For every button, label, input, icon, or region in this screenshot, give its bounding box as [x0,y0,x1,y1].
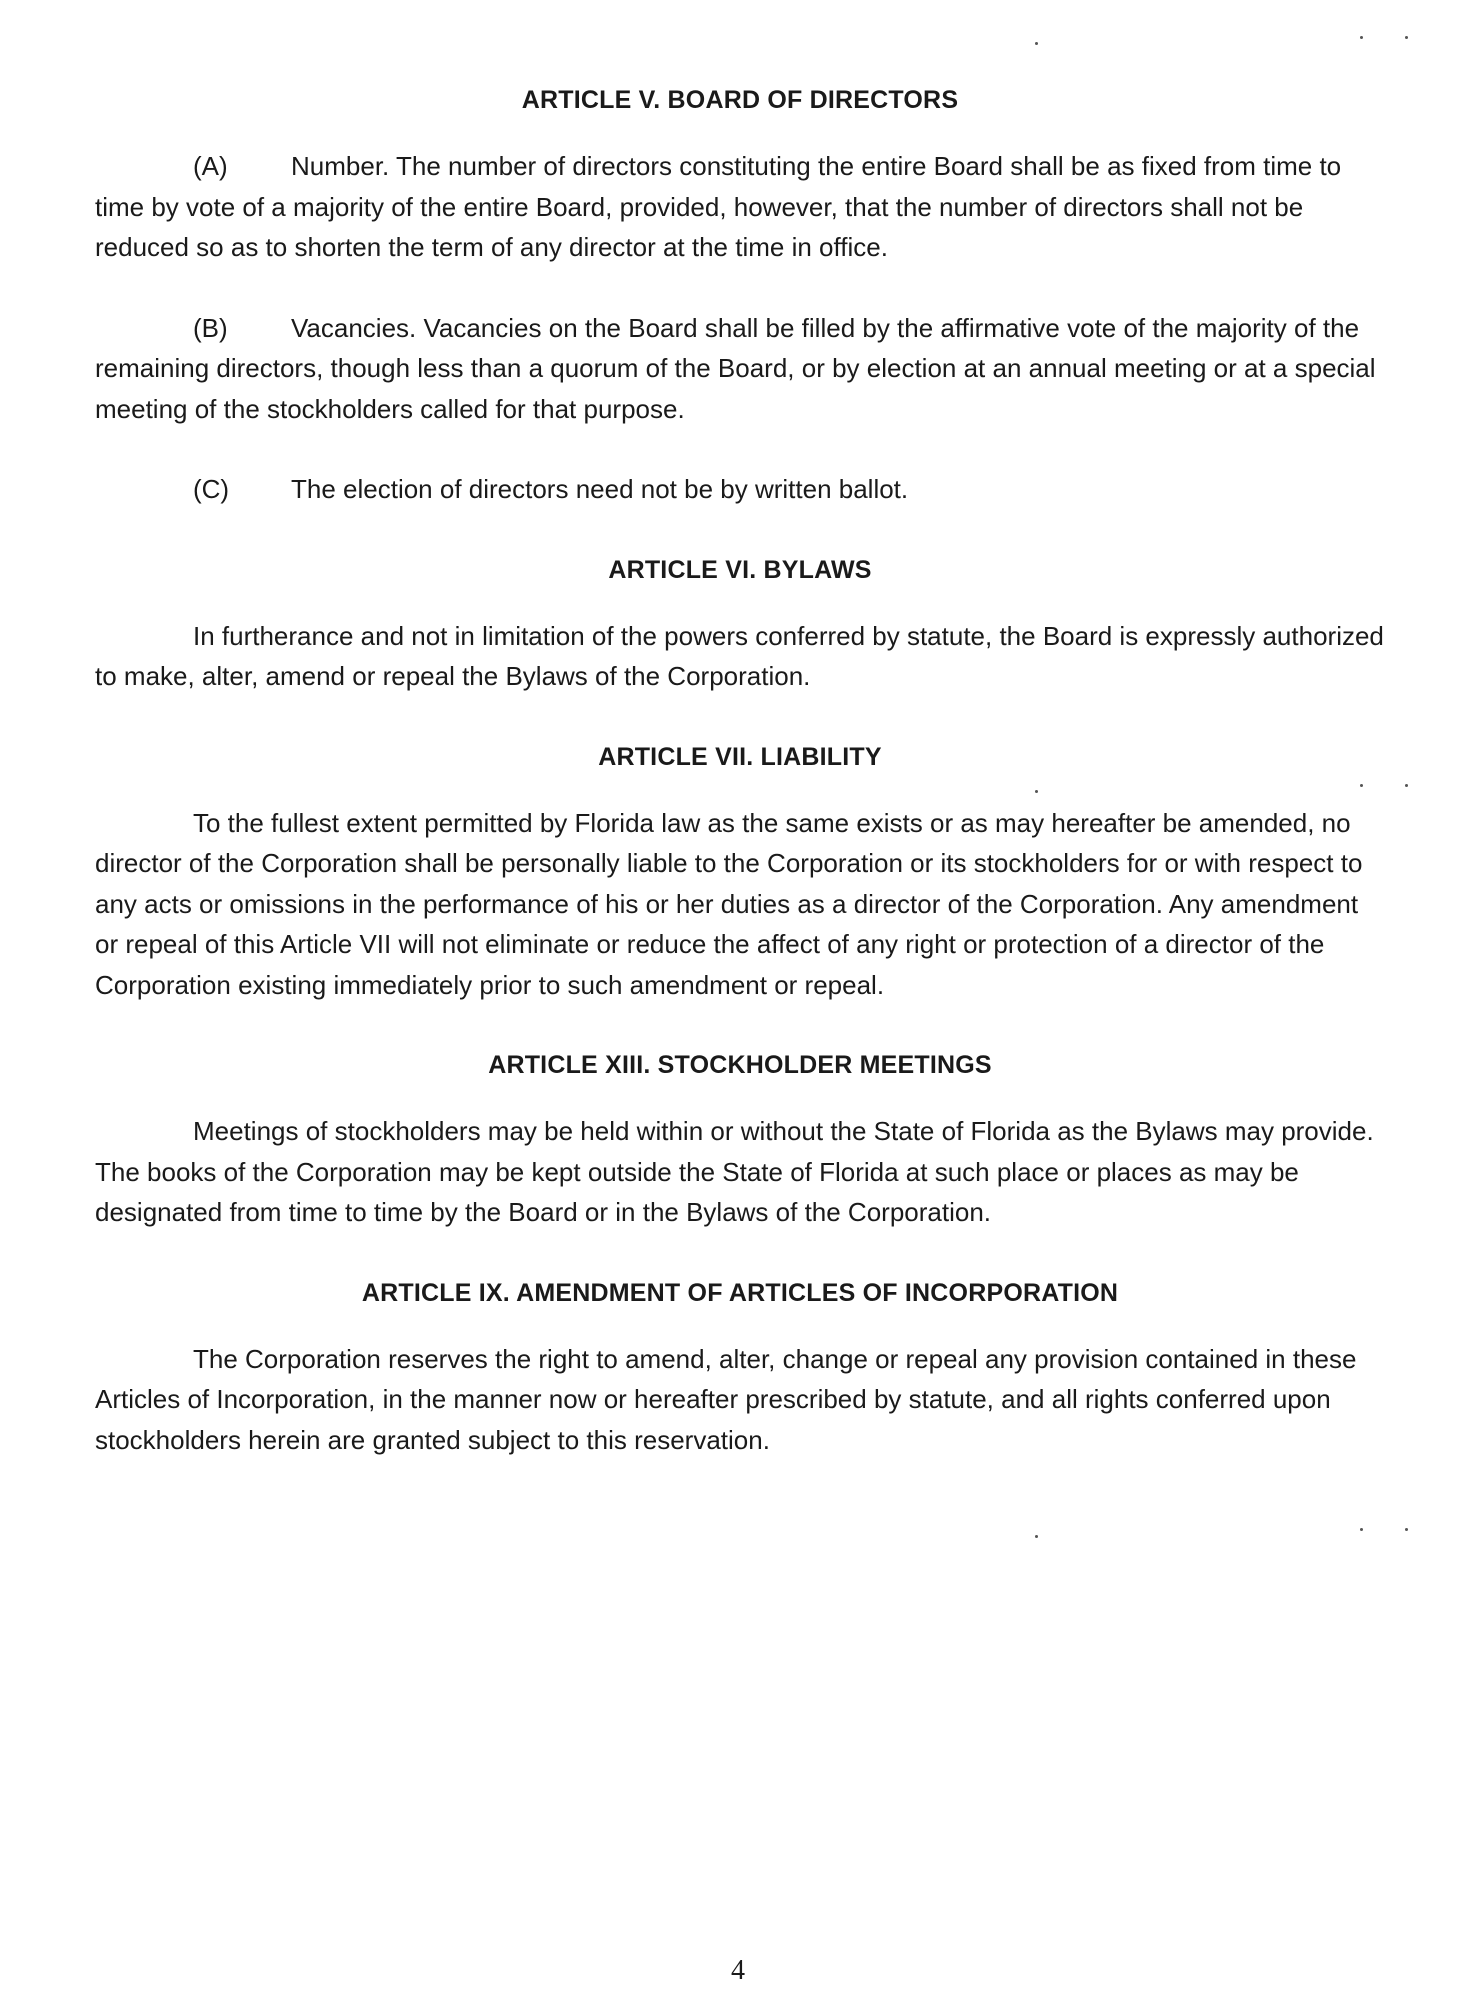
scan-speck [1360,1528,1363,1531]
scan-speck [1405,36,1408,39]
article-v-text-a: Number. The number of directors constituting the entire Board shall be as fixed from time to time by vote of a majority of the entire Board, provided, however, that the number of directors shall not be reduced so as to shorten the term of any director at the time in office. [95,151,1342,262]
scan-speck [1035,790,1038,793]
page-number: 4 [731,1955,745,1986]
article-vi-paragraph [95,616,1385,697]
scan-speck [1405,1528,1408,1531]
article-v-heading: ARTICLE V. BOARD OF DIRECTORS [521,86,959,114]
article-ix-heading: ARTICLE IX. AMENDMENT OF ARTICLES OF INCORPORATION [361,1278,1119,1307]
article-vii-text: To the fullest extent permitted by Florida law as the same exists or as may hereafter be amended, no director of the Corporation shall be personally liable to the Corporation or its stockholders for or with respect to any acts or omissions in the performance of his or her duties as a director of the Corporation. Any amendment or repeal of this Article VII will not eliminate or reduce the affect of any right or protection of a director of the Corporation existing immediately prior to such amendment or repeal. [95,807,1363,1000]
article-xiii-paragraph [95,1111,1385,1233]
article-xiii-text: Meetings of stockholders may be held within or without the State of Florida as the Bylaws may provide. The books of the Corporation may be kept outside the State of Florida at such place or places as may be designated from time to time by the Board or in the Bylaws of the Corporation. [95,1116,1374,1227]
article-v-text-c: The election of directors need not be by written ballot. [291,474,909,504]
scan-speck [1035,1535,1038,1538]
article-v-label-c: (C) [193,474,230,504]
scan-speck [1035,42,1038,45]
document-page [95,80,1385,1500]
article-v-label-b: (B) [193,312,228,343]
scan-speck [1360,36,1363,39]
scan-speck [1405,784,1408,787]
article-v-paragraph-b [95,308,1385,430]
article-vi-heading: ARTICLE VI. BYLAWS [608,555,872,584]
article-xiii-heading: ARTICLE XIII. STOCKHOLDER MEETINGS [488,1051,992,1079]
article-vii-heading: ARTICLE VII. LIABILITY [598,742,882,771]
article-ix-text: The Corporation reserves the right to amend, alter, change or repeal any provision contained in these Articles of Incorporation, in the manner now or hereafter prescribed by statute, and all rights conferred upon stockholders herein are granted subject to this reservation. [95,1343,1357,1455]
scan-speck [1360,784,1363,787]
article-v-label-a: (A) [193,151,228,181]
article-ix-paragraph [95,1339,1385,1461]
article-vii-paragraph [95,803,1385,1006]
article-v-paragraph-a [95,146,1385,268]
article-vi-text: In furtherance and not in limitation of the powers conferred by statute, the Board is expressly authorized to make, alter, amend or repeal the Bylaws of the Corporation. [95,620,1384,691]
article-v-text-b: Vacancies. Vacancies on the Board shall be filled by the affirmative vote of the majority of the remaining directors, though less than a quorum of the Board, or by election at an annual meeting or at a special meeting of the stockholders called for that purpose. [95,312,1376,424]
article-v-paragraph-c [95,469,1385,510]
